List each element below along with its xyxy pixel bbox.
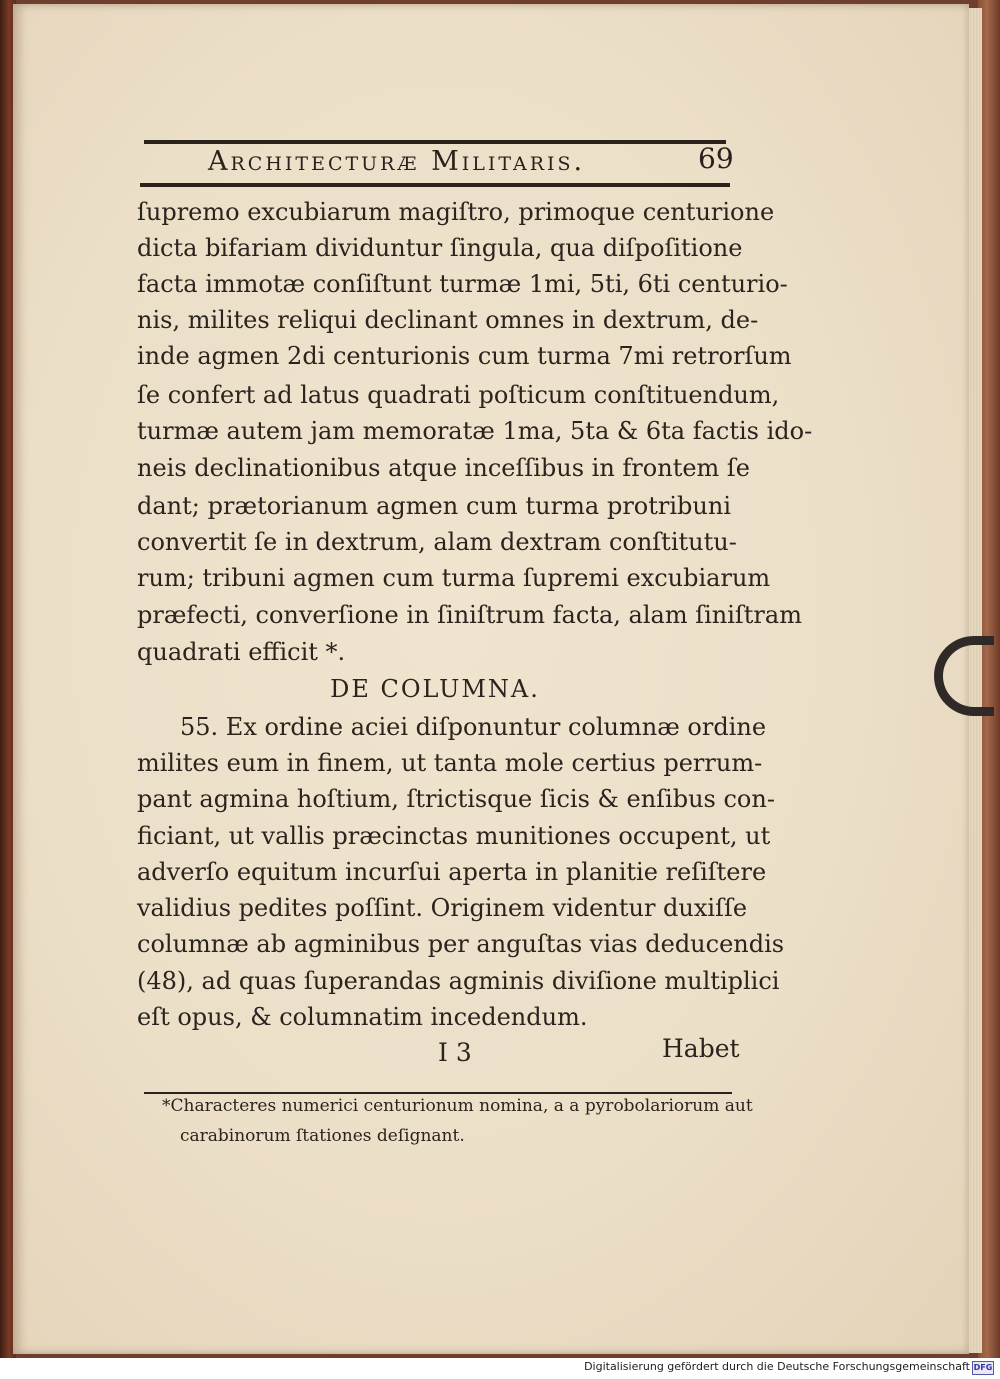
body-line: neis declinationibus atque inceſſibus in frontem ſe	[137, 454, 751, 482]
body-line: inde agmen 2di centurionis cum turma 7mi retrorſum	[137, 342, 792, 370]
section-heading: DE COLUMNA.	[330, 675, 540, 703]
funding-credit: Digitalisierung gefördert durch die Deutsche Forschungsgemeinschaft	[584, 1360, 970, 1373]
body-line: dicta bifariam dividuntur ſingula, qua diſpoſitione	[137, 234, 743, 262]
page-number: 69	[698, 142, 734, 175]
section-line: validius pedites poſſint. Originem videntur duxiſſe	[137, 894, 748, 922]
section-line: 55. Ex ordine aciei diſponuntur columnæ ordine	[180, 713, 767, 741]
body-line: ſe confert ad latus quadrati poſticum conſtituendum,	[137, 381, 780, 409]
section-line: ficiant, ut vallis præcinctas munitiones occupent, ut	[137, 822, 771, 850]
header-rule-bottom	[140, 183, 730, 187]
body-line: præfecti, converſione in ſiniſtrum facta, alam ſiniſtram	[137, 601, 802, 629]
footnote-line: carabinorum ſtationes deſignant.	[180, 1126, 465, 1146]
section-line: adverſo equitum incurſui aperta in planitie reſiſtere	[137, 858, 767, 886]
body-line: quadrati efficit *.	[137, 638, 346, 666]
body-line: ſupremo excubiarum magiſtro, primoque centurione	[137, 198, 775, 226]
signature-mark: I 3	[438, 1038, 472, 1067]
section-line: columnæ ab agminibus per anguſtas vias deducendis	[137, 930, 785, 958]
section-line: eſt opus, & columnatim incedendum.	[137, 1003, 588, 1031]
footnote-line: *Characteres numerici centurionum nomina, a a pyrobolariorum aut	[162, 1096, 753, 1116]
catchword: Habet	[662, 1034, 740, 1063]
header-rule-top	[144, 140, 726, 144]
section-line: milites eum in finem, ut tanta mole certius perrum-	[137, 749, 763, 777]
section-line: (48), ad quas ſuperandas agminis diviſione multiplici	[137, 967, 780, 995]
running-header: Architecturæ Militaris.	[208, 146, 586, 177]
body-line: convertit ſe in dextrum, alam dextram conſtitutu-	[137, 528, 737, 556]
dfg-logo: DFG	[972, 1361, 994, 1375]
body-line: nis, milites reliqui declinant omnes in dextrum, de-	[137, 306, 759, 334]
body-line: facta immotæ conſiſtunt turmæ 1mi, 5ti, 6ti centurio-	[137, 270, 788, 298]
body-line: turmæ autem jam memoratæ 1ma, 5ta & 6ta factis ido-	[137, 417, 813, 445]
body-line: dant; prætorianum agmen cum turma protribuni	[137, 492, 731, 520]
body-line: rum; tribuni agmen cum turma ſupremi excubiarum	[137, 564, 771, 592]
footnote-rule	[144, 1092, 732, 1094]
section-line: pant agmina hoſtium, ſtrictisque ſicis & enſibus con-	[137, 785, 775, 813]
